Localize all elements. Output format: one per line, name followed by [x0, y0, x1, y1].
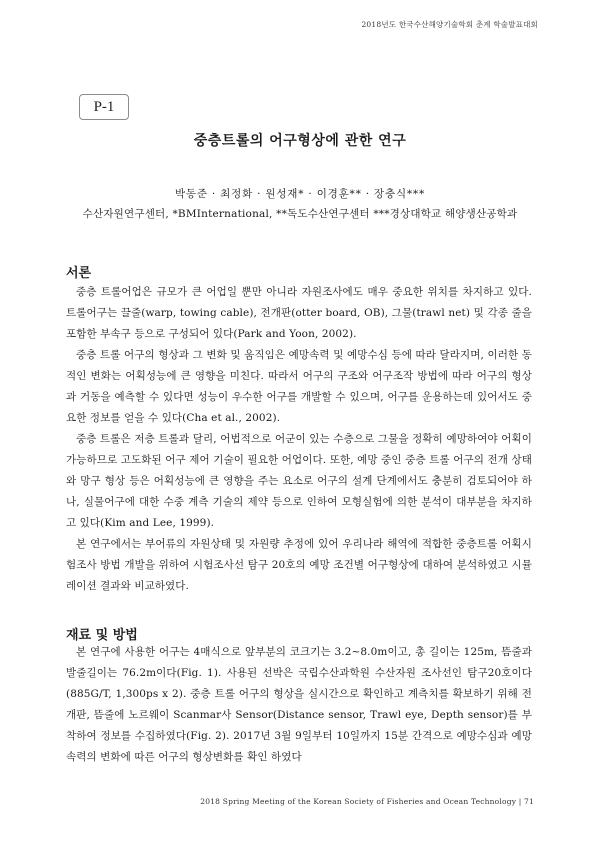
intro-paragraph-2: 중층 트롤 어구의 형상과 그 변화 및 움직임은 예망속력 및 예망수심 등에 따라 달라지며, 이러한 동적인 변화는 어획성능에 큰 영향을 미친다. 따라서 어구의 구조와 어구조작 방법에 따라 어구의 형상과 거동을 예측할 수 있다면 성능이 우수한 어구를 개발할 수 있으며, 어구를 운용하는데 있어서도 중요한 정보를 얻을 수 있다(Cha et al., 2002). — [66, 349, 532, 424]
introduction-body — [66, 282, 532, 597]
paper-title: 중층트롤의 어구형상에 관한 연구 — [193, 133, 407, 149]
intro-paragraph-4: 본 연구에서는 부어류의 자원상태 및 자원량 추정에 있어 우리나라 해역에 적합한 중층트롤 어획시험조사 방법 개발을 위하여 시험조사선 탐구 20호의 예망 조건별 어구형상에 대하여 분석하였고 시뮬레이션 결과와 비교하였다. — [66, 538, 532, 592]
methods-paragraph-1: 본 연구에 사용한 어구는 4매식으로 앞부분의 코크기는 3.2~8.0m이고, 총 길이는 125m, 뜸줄과 발줄길이는 76.2m이다(Fig. 1). 사용된 선박은 국립수산과학원 수산자원 조사선인 탐구20호이다(885G/T, 1,300ps x 2). 중층 트롤 어구의 형상을 실시간으로 확인하고 계측치를 확보하기 위해 전개판, 뜸줄에 노르웨이 Scanmar사 Sensor(Distance sensor, Trawl eye, Depth sensor)를 부착하여 정보를 수집하였다(Fig. 2). 2017년 3월 9일부터 10일까지 15분 간격으로 예망수심과 예망속력의 변화에 따른 어구의 형상변화를 확인 하였다 — [66, 646, 532, 763]
running-header: 2018년도 한국수산해양기술학회 춘계 학술발표대회 — [361, 20, 538, 29]
intro-paragraph-3: 중층 트롤은 저층 트롤과 달리, 어법적으로 어군이 있는 수층으로 그물을 정확히 예망하여야 어획이 가능하므로 고도화된 어구 제어 기술이 필요한 어업이다. 또한, 예망 중인 중층 트롤 어구의 전개 상태와 망구 형상 등은 어획성능에 큰 영향을 주는 요소로 어구의 설계 단계에서도 충분히 검토되어야 하나, 실물어구에 대한 수중 계측 기술의 제약 등으로 인하여 모형실험에 의한 분석이 대부분을 차지하고 있다(Kim and Lee, 1999). — [66, 433, 532, 529]
methods-body — [66, 642, 532, 768]
page-footer: 2018 Spring Meeting of the Korean Society of Fisheries and Ocean Technology | 71 — [200, 797, 534, 806]
methods-heading: 재료 및 방법 — [66, 628, 138, 643]
introduction-heading: 서론 — [66, 266, 92, 281]
poster-number-badge: P-1 — [79, 94, 129, 120]
intro-paragraph-1: 중층 트롤어업은 규모가 큰 어업일 뿐만 아니라 자원조사에도 매우 중요한 위치를 차지하고 있다. 트롤어구는 끌줄(warp, towing cable), 전개판(otter board, OB), 그물(trawl net) 및 각종 줄을 포함한 부속구 등으로 구성되어 있다(Park and Yoon, 2002). — [66, 286, 532, 340]
affiliation-list: 수산자원연구센터, *BMInternational, **독도수산연구센터 ***경상대학교 해양생산공학과 — [82, 208, 518, 220]
author-list: 박동준 · 최정화 · 원성재* · 이경훈** · 장충식*** — [174, 188, 426, 200]
